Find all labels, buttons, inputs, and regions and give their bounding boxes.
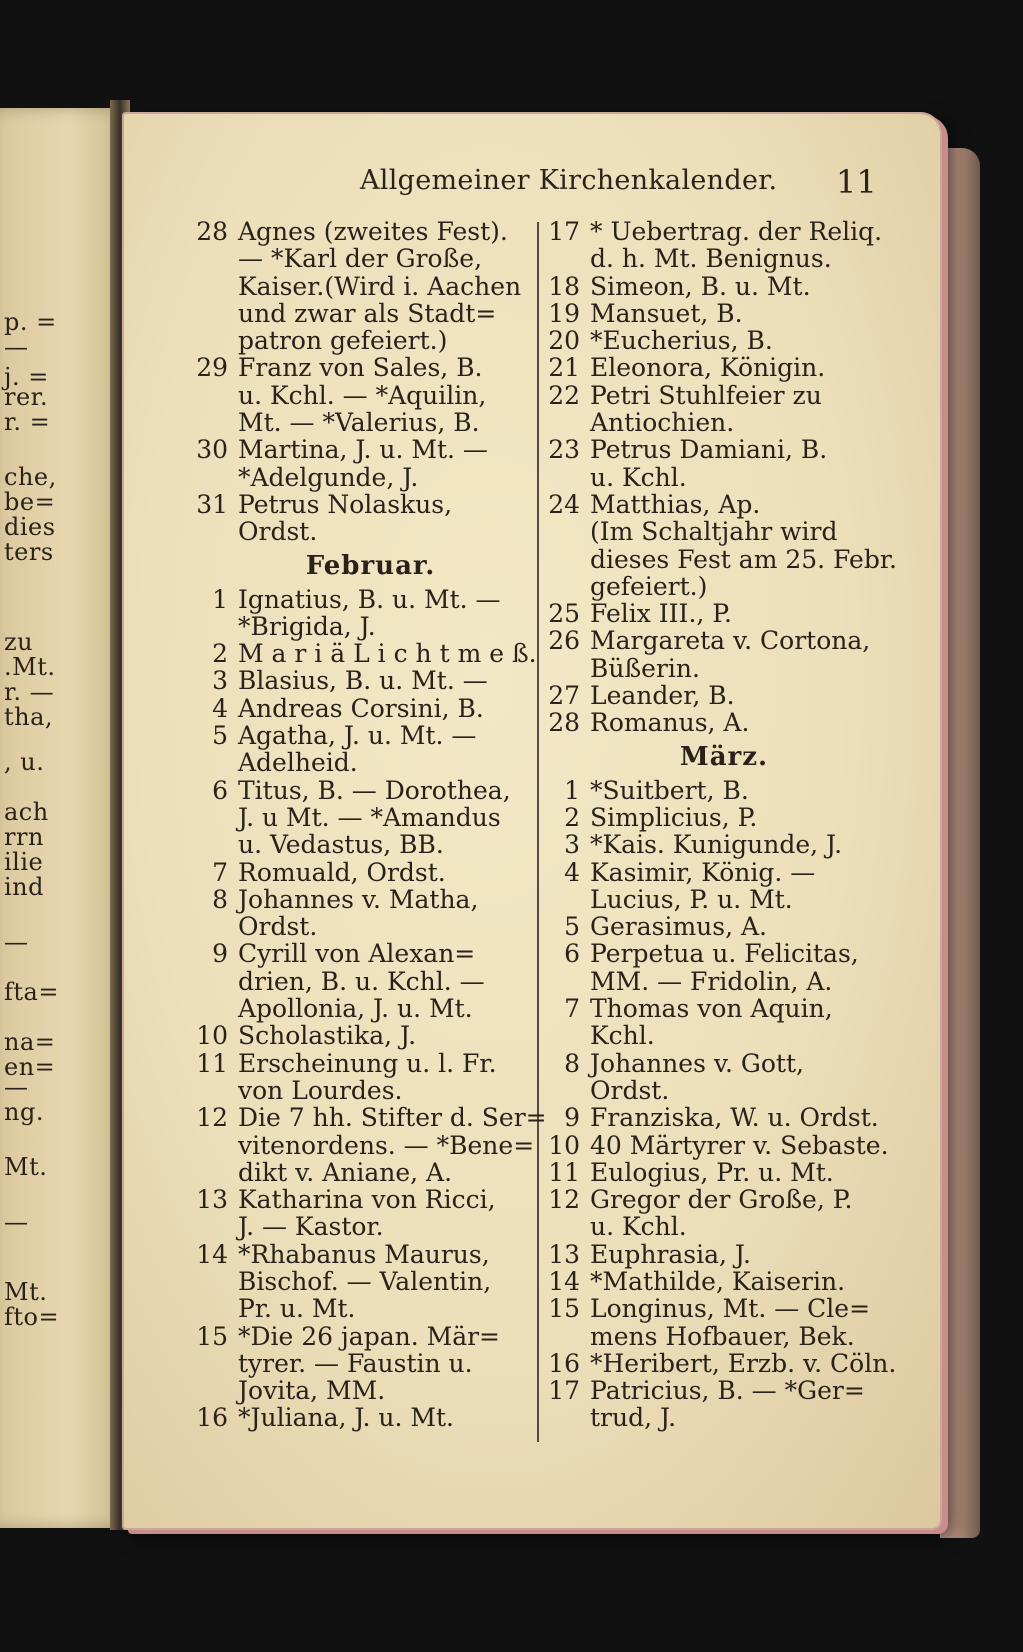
facing-page-fragment: .Mt.: [4, 653, 56, 681]
facing-page-fragment: —: [4, 928, 29, 956]
calendar-entry: [544, 831, 884, 858]
calendar-entry: [544, 627, 884, 654]
calendar-entry: [544, 245, 884, 272]
saint-entry-text: Lucius, P. u. Mt.: [590, 884, 793, 914]
saint-entry-text: Kchl.: [590, 1021, 655, 1051]
facing-page-fragment: ind: [4, 873, 44, 901]
saint-entry-text: Agnes (zweites Fest).: [238, 217, 508, 246]
calendar-entry: [544, 1077, 884, 1104]
day-number: 28: [548, 708, 580, 738]
calendar-entry: [544, 300, 884, 327]
facing-page-fragment: ach: [4, 798, 49, 826]
saint-entry-text: Ordst.: [238, 912, 318, 942]
day-number: 18: [548, 271, 580, 301]
page-header-title: Allgemeiner Kirchenkalender.: [360, 165, 778, 196]
saint-entry-text: Scholastika, J.: [238, 1021, 417, 1051]
facing-page-fragment: fto=: [4, 1303, 60, 1331]
saint-entry-text: Eleonora, Königin.: [590, 353, 826, 383]
day-number: 14: [196, 1239, 228, 1269]
saint-entry-text: Blasius, B. u. Mt. —: [238, 666, 488, 696]
facing-page-fragment: —: [4, 1208, 29, 1236]
facing-page-fragment: dies: [4, 513, 56, 541]
calendar-entry: [188, 436, 533, 463]
calendar-entry: [188, 1186, 533, 1213]
saint-entry-text: Katharina von Ricci,: [238, 1185, 496, 1215]
saint-entry-text: Die 7 hh. Stifter d. Ser=: [238, 1103, 547, 1133]
saint-entry-text: MM. — Fridolin, A.: [590, 966, 833, 996]
calendar-entry: [188, 218, 533, 245]
saint-entry-text: *Brigida, J.: [238, 611, 376, 641]
saint-entry-text: Titus, B. — Dorothea,: [238, 775, 511, 805]
saint-entry-text: u. Kchl. — *Aquilin,: [238, 380, 487, 410]
saint-entry-text: J. u Mt. — *Amandus: [238, 802, 501, 832]
facing-page-fragment: j. =: [4, 363, 49, 391]
calendar-entry: [188, 491, 533, 518]
saint-entry-text: gefeiert.): [590, 571, 708, 601]
saint-entry-text: M a r i ä L i c h t m e ß.: [238, 639, 537, 669]
facing-page-fragment: ters: [4, 538, 54, 566]
day-number: 31: [196, 489, 228, 519]
saint-entry-text: Andreas Corsini, B.: [238, 693, 484, 723]
calendar-entry: [544, 995, 884, 1022]
saint-entry-text: u. Vedastus, BB.: [238, 830, 444, 860]
calendar-entry: [544, 1022, 884, 1049]
calendar-entry: [544, 709, 884, 736]
calendar-entry: [544, 518, 884, 545]
month-heading: Februar.: [305, 550, 436, 581]
saint-entry-text: Petrus Nolaskus,: [238, 489, 453, 519]
saint-entry-text: Jovita, MM.: [238, 1376, 386, 1406]
saint-entry-text: *Adelgunde, J.: [238, 462, 419, 492]
calendar-entry: [544, 1323, 884, 1350]
facing-page-fragment: Mt.: [4, 1153, 48, 1181]
saint-entry-text: Erscheinung u. l. Fr.: [238, 1048, 497, 1078]
saint-entry-text: Longinus, Mt. — Cle=: [590, 1294, 871, 1324]
calendar-entry: [188, 639, 537, 669]
calendar-entry: [544, 327, 884, 354]
calendar-entry: [188, 1350, 533, 1377]
saint-entry-text: *Suitbert, B.: [590, 775, 749, 805]
calendar-entry: [188, 831, 533, 858]
calendar-entry: [544, 600, 884, 627]
saint-entry-text: Cyrill von Alexan=: [238, 939, 476, 969]
saint-entry-text: patron gefeiert.): [238, 326, 448, 356]
saint-entry-text: Johannes v. Gott,: [590, 1048, 804, 1078]
calendar-entry: [544, 1186, 884, 1213]
day-number: 4: [212, 693, 228, 723]
calendar-entry: [188, 409, 533, 436]
facing-page-fragment: Mt.: [4, 1278, 48, 1306]
calendar-entry: [188, 382, 533, 409]
calendar-entry: [544, 1404, 884, 1431]
calendar-entry: [188, 1377, 533, 1404]
left-page-edge: [0, 108, 128, 1528]
saint-entry-text: Adelheid.: [238, 748, 358, 778]
day-number: 8: [212, 884, 228, 914]
calendar-entry: [188, 804, 533, 831]
facing-page-fragment: rrn: [4, 823, 44, 851]
saint-entry-text: mens Hofbauer, Bek.: [590, 1321, 855, 1351]
saint-entry-text: Romanus, A.: [590, 708, 750, 738]
calendar-entry: [544, 913, 884, 940]
facing-page-fragment: tha,: [4, 703, 54, 731]
day-number: 17: [548, 217, 580, 246]
calendar-entry: [544, 968, 884, 995]
saint-entry-text: Leander, B.: [590, 681, 735, 711]
day-number: 9: [212, 939, 228, 969]
saint-entry-text: Matthias, Ap.: [590, 489, 761, 519]
saint-entry-text: Mansuet, B.: [590, 298, 743, 328]
calendar-entry: [544, 409, 884, 436]
column-divider: [537, 222, 539, 1442]
saint-entry-text: Felix III., P.: [590, 599, 732, 629]
calendar-entry: [188, 1323, 533, 1350]
saint-entry-text: Thomas von Aquin,: [590, 994, 833, 1024]
day-number: 3: [564, 830, 580, 860]
day-number: 5: [564, 912, 580, 942]
calendar-entry: [188, 1077, 533, 1104]
saint-entry-text: Patricius, B. — *Ger=: [590, 1376, 865, 1406]
day-number: 8: [564, 1048, 580, 1078]
saint-entry-text: *Juliana, J. u. Mt.: [238, 1403, 454, 1433]
saint-entry-text: Antiochien.: [590, 408, 735, 438]
calendar-entry: [544, 1377, 884, 1404]
day-number: 2: [564, 802, 580, 832]
facing-page-fragment: —: [4, 1073, 29, 1101]
day-number: 30: [196, 435, 228, 465]
day-number: 7: [212, 857, 228, 887]
saint-entry-text: dieses Fest am 25. Febr.: [590, 544, 897, 574]
saint-entry-text: u. Kchl.: [590, 462, 687, 492]
calendar-entry: [544, 544, 897, 574]
page-number: 11: [836, 163, 877, 201]
saint-entry-text: Margareta v. Cortona,: [590, 626, 871, 656]
saint-entry-text: *Die 26 japan. Mär=: [238, 1321, 500, 1351]
saint-entry-text: Romuald, Ordst.: [238, 857, 446, 887]
saint-entry-text: (Im Schaltjahr wird: [590, 517, 838, 547]
saint-entry-text: Perpetua u. Felicitas,: [590, 939, 859, 969]
saint-entry-text: Kasimir, König. —: [590, 857, 816, 887]
calendar-entry: [188, 722, 533, 749]
day-number: 3: [212, 666, 228, 696]
facing-page-fragment: —: [4, 333, 29, 361]
calendar-entry: [544, 1295, 884, 1322]
calendar-entry: [544, 682, 884, 709]
calendar-entry: [544, 1268, 884, 1295]
day-number: 28: [196, 217, 228, 246]
saint-entry-text: Agatha, J. u. Mt. —: [238, 721, 477, 751]
day-number: 11: [548, 1157, 580, 1187]
day-number: 15: [196, 1321, 228, 1351]
day-number: 15: [548, 1294, 580, 1324]
calendar-entry: [188, 327, 533, 354]
day-number: 6: [212, 775, 228, 805]
calendar-entry: [188, 695, 533, 722]
calendar-entry: [544, 777, 884, 804]
day-number: 7: [564, 994, 580, 1024]
calendar-entry: [188, 995, 533, 1022]
saint-entry-text: *Heribert, Erzb. v. Cöln.: [590, 1348, 897, 1378]
calendar-entry: [188, 1404, 533, 1431]
day-number: 26: [548, 626, 580, 656]
day-number: 21: [548, 353, 580, 383]
calendar-entry: [544, 1159, 884, 1186]
calendar-entry: [544, 1130, 889, 1160]
saint-entry-text: dikt v. Aniane, A.: [238, 1157, 453, 1187]
facing-page-fragment: fta=: [4, 978, 59, 1006]
saint-entry-text: Simeon, B. u. Mt.: [590, 271, 811, 301]
day-number: 24: [548, 489, 580, 519]
saint-entry-text: u. Kchl.: [590, 1212, 687, 1242]
calendar-entry: [188, 1241, 533, 1268]
calendar-entry: [544, 804, 884, 831]
saint-entry-text: Gregor der Große, P.: [590, 1185, 853, 1215]
day-number: 16: [548, 1348, 580, 1378]
day-number: 13: [548, 1239, 580, 1269]
calendar-entry: [188, 1295, 533, 1322]
calendar-entry: [544, 1348, 897, 1378]
saint-entry-text: trud, J.: [590, 1403, 677, 1433]
day-number: 9: [564, 1103, 580, 1133]
day-number: 11: [196, 1048, 228, 1078]
saint-entry-text: Petrus Damiani, B.: [590, 435, 828, 465]
day-number: 10: [196, 1021, 228, 1051]
calendar-entry: [188, 273, 533, 300]
day-number: 23: [548, 435, 580, 465]
calendar-entry: [544, 1104, 884, 1131]
saint-entry-text: Apollonia, J. u. Mt.: [238, 994, 473, 1024]
day-number: 10: [548, 1130, 580, 1160]
calendar-entry: [188, 1213, 533, 1240]
day-number: 1: [212, 584, 228, 614]
calendar-entry: [188, 245, 533, 272]
calendar-entry: [188, 1268, 533, 1295]
facing-page-fragment: en=: [4, 1053, 56, 1081]
calendar-entry: [188, 1132, 533, 1159]
day-number: 12: [196, 1103, 228, 1133]
facing-page-fragment: na=: [4, 1028, 56, 1056]
saint-entry-text: Gerasimus, A.: [590, 912, 767, 942]
facing-page-fragment: r. =: [4, 408, 51, 436]
calendar-entry: [544, 382, 884, 409]
day-number: 13: [196, 1185, 228, 1215]
saint-entry-text: Ordst.: [590, 1075, 670, 1105]
saint-entry-text: *Kais. Kunigunde, J.: [590, 830, 843, 860]
saint-entry-text: tyrer. — Faustin u.: [238, 1348, 473, 1378]
facing-page-fragment: che,: [4, 463, 57, 491]
day-number: 22: [548, 380, 580, 410]
calendar-entry: [544, 354, 884, 381]
calendar-entry: [188, 518, 533, 545]
day-number: 17: [548, 1376, 580, 1406]
saint-entry-text: vitenordens. — *Bene=: [238, 1130, 535, 1160]
calendar-entry: [544, 273, 884, 300]
facing-page-fragment: zu: [4, 628, 34, 656]
day-number: 27: [548, 681, 580, 711]
calendar-entry: [188, 613, 533, 640]
saint-entry-text: Franziska, W. u. Ordst.: [590, 1103, 879, 1133]
day-number: 4: [564, 857, 580, 887]
calendar-entry: [188, 968, 533, 995]
saint-entry-text: Simplicius, P.: [590, 802, 758, 832]
day-number: 2: [212, 639, 228, 669]
saint-entry-text: drien, B. u. Kchl. —: [238, 966, 485, 996]
saint-entry-text: Mt. — *Valerius, B.: [238, 408, 480, 438]
saint-entry-text: Pr. u. Mt.: [238, 1294, 356, 1324]
calendar-entry: [544, 1241, 884, 1268]
facing-page-fragment: rer.: [4, 383, 49, 411]
day-number: 25: [548, 599, 580, 629]
calendar-entry: [188, 940, 533, 967]
saint-entry-text: *Eucherius, B.: [590, 326, 773, 356]
calendar-entry: [544, 1213, 884, 1240]
calendar-entry: [188, 777, 533, 804]
calendar-entry: [188, 1103, 547, 1133]
calendar-entry: [188, 464, 533, 491]
calendar-entry: [544, 940, 884, 967]
calendar-entry: [188, 1050, 533, 1077]
calendar-entry: [188, 749, 533, 776]
day-number: 29: [196, 353, 228, 383]
saint-entry-text: 40 Märtyrer v. Sebaste.: [590, 1130, 889, 1160]
calendar-entry: [188, 913, 533, 940]
calendar-entry: [544, 1050, 884, 1077]
day-number: 19: [548, 298, 580, 328]
saint-entry-text: *Rhabanus Maurus,: [238, 1239, 490, 1269]
day-number: 5: [212, 721, 228, 751]
facing-page-fragment: p. =: [4, 308, 57, 336]
calendar-entry: [544, 491, 884, 518]
calendar-entry: [544, 886, 884, 913]
day-number: 1: [564, 775, 580, 805]
calendar-entry: [188, 886, 533, 913]
facing-page-fragment: be=: [4, 488, 56, 516]
saint-entry-text: und zwar als Stadt=: [238, 298, 497, 328]
saint-entry-text: Ordst.: [238, 517, 318, 547]
left-column: [188, 217, 547, 1433]
right-column: [544, 217, 897, 1433]
calendar-entry: [188, 859, 533, 886]
day-number: 6: [564, 939, 580, 969]
saint-entry-text: Kaiser.(Wird i. Aachen: [238, 271, 522, 301]
calendar-entry: [188, 300, 533, 327]
day-number: 14: [548, 1266, 580, 1296]
saint-entry-text: Bischof. — Valentin,: [238, 1266, 492, 1296]
day-number: 16: [196, 1403, 228, 1433]
saint-entry-text: Johannes v. Matha,: [238, 884, 479, 914]
page-stack-edge: [940, 148, 980, 1538]
saint-entry-text: *Mathilde, Kaiserin.: [590, 1266, 846, 1296]
facing-page-fragment: ilie: [4, 848, 44, 876]
calendar-entry: [544, 218, 884, 245]
calendar-entry: [544, 859, 884, 886]
saint-entry-text: Petri Stuhlfeier zu: [590, 380, 822, 410]
month-heading: März.: [679, 741, 769, 772]
saint-entry-text: J. — Kastor.: [238, 1212, 384, 1242]
calendar-entry: [188, 667, 533, 694]
saint-entry-text: Ignatius, B. u. Mt. —: [238, 584, 501, 614]
saint-entry-text: Büßerin.: [590, 653, 700, 683]
saint-entry-text: Euphrasia, J.: [590, 1239, 751, 1269]
calendar-entry: [188, 354, 533, 381]
facing-page-fragment: ng.: [4, 1098, 44, 1126]
calendar-entry: [544, 573, 884, 600]
calendar-entry: [544, 655, 884, 682]
calendar-entry: [188, 586, 533, 613]
saint-entry-text: Martina, J. u. Mt. —: [238, 435, 488, 465]
saint-entry-text: Eulogius, Pr. u. Mt.: [590, 1157, 834, 1187]
calendar-entry: [544, 464, 884, 491]
saint-entry-text: d. h. Mt. Benignus.: [590, 244, 832, 274]
calendar-entry: [188, 1022, 533, 1049]
day-number: 12: [548, 1185, 580, 1215]
facing-page-fragment: , u.: [4, 748, 45, 776]
day-number: 20: [548, 326, 580, 356]
facing-page-fragment: r. —: [4, 678, 55, 706]
saint-entry-text: * Uebertrag. der Reliq.: [590, 217, 883, 246]
calendar-entry: [188, 1159, 533, 1186]
saint-entry-text: Franz von Sales, B.: [238, 353, 483, 383]
saint-entry-text: — *Karl der Große,: [238, 244, 483, 274]
calendar-entry: [544, 436, 884, 463]
saint-entry-text: von Lourdes.: [238, 1075, 403, 1105]
